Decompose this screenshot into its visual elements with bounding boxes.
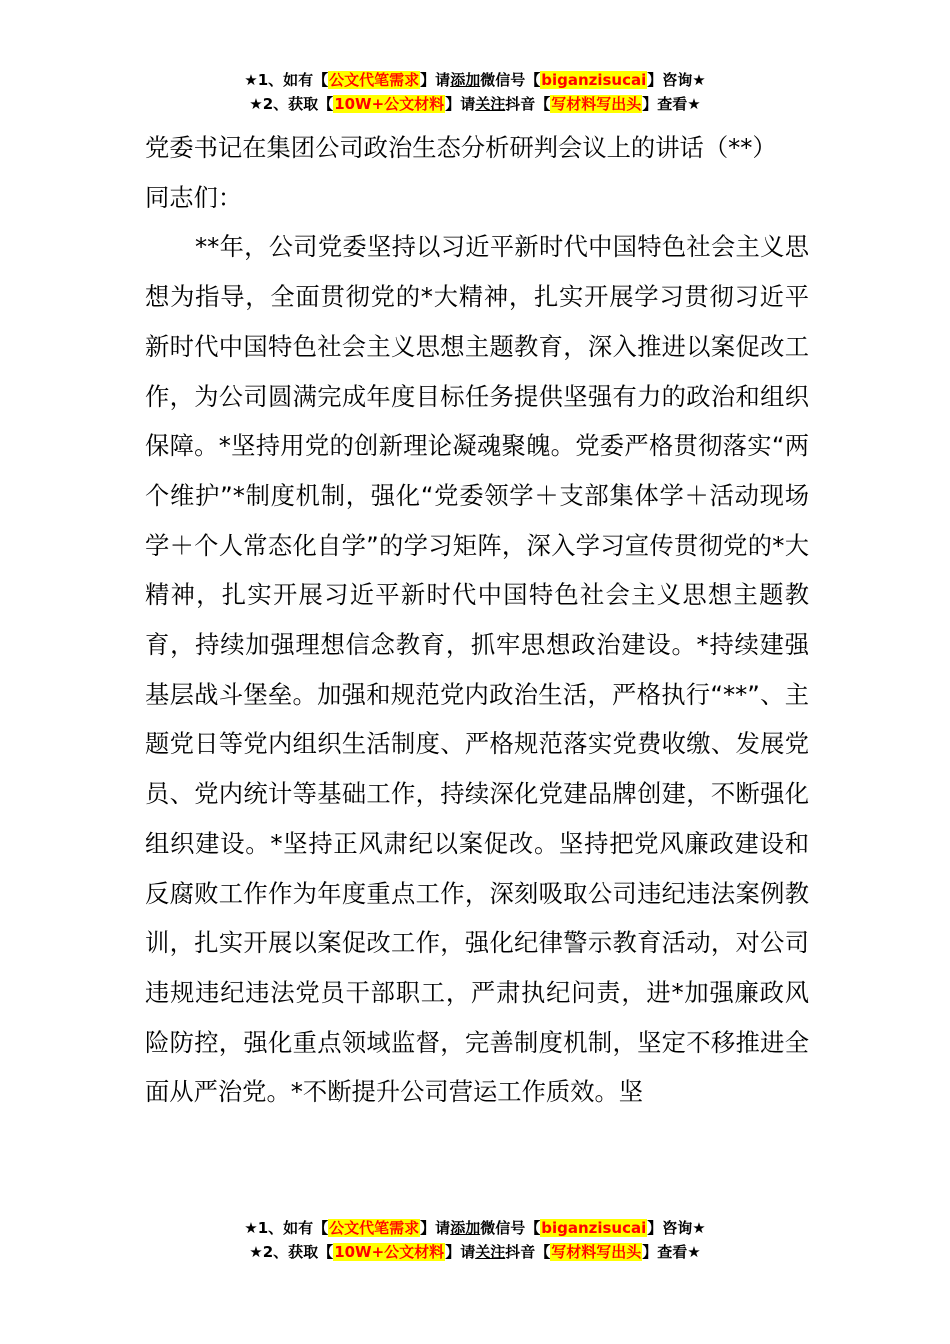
header-banner	[0, 68, 950, 116]
banner-text: ★2、获取【	[249, 95, 334, 113]
banner-line-2	[0, 92, 950, 116]
banner-text: 】请	[420, 1219, 451, 1237]
salutation: 同志们：	[145, 182, 243, 212]
banner-text: 】查看★	[642, 1243, 701, 1261]
document-content	[145, 123, 809, 1117]
highlight-materials: 10W+公文材料	[334, 1243, 445, 1261]
banner-text: ★1、如有【	[244, 1219, 329, 1237]
highlight-wechat-id: biganzisucai	[541, 71, 647, 89]
document-title: 党委书记在集团公司政治生态分析研判会议上的讲话（**）	[145, 133, 777, 162]
banner-text: 】咨询★	[647, 71, 706, 89]
banner-text: 抖音【	[505, 1243, 551, 1261]
banner-line-2	[0, 1240, 950, 1264]
banner-underlined-text: 添加	[450, 71, 481, 89]
highlight-wechat-id: biganzisucai	[541, 1219, 647, 1237]
banner-underlined-text: 关注	[475, 95, 506, 113]
highlight-ghostwriting: 公文代笔需求	[329, 71, 420, 89]
highlight-materials: 10W+公文材料	[334, 95, 445, 113]
banner-text: 】请	[420, 71, 451, 89]
banner-line-1	[0, 1216, 950, 1240]
body-paragraph: **年，公司党委坚持以习近平新时代中国特色社会主义思想为指导，全面贯彻党的*大精神，扎实开展学习贯彻习近平新时代中国特色社会主义思想主题教育，深入推进以案促改工作，为公司圆满完成年度目标任务提供坚强有力的政治和组织保障。*坚持用党的创新理论凝魂聚魄。党委严格贯彻落实“两个维护”*制度机制，强化“党委领学＋支部集体学＋活动现场学＋个人常态化自学”的学习矩阵，深入学习宣传贯彻党的*大精神，扎实开展习近平新时代中国特色社会主义思想主题教育，持续加强理想信念教育，抓牢思想政治建设。*持续建强基层战斗堡垒。加强和规范党内政治生活，严格执行“**”、主题党日等党内组织生活制度、严格规范落实党费收缴、发展党员、党内统计等基础工作，持续深化党建品牌创建，不断强化组织建设。*坚持正风肃纪以案促改。坚持把党风廉政建设和反腐败工作作为年度重点工作，深刻吸取公司违纪违法案例教训，扎实开展以案促改工作，强化纪律警示教育活动，对公司违规违纪违法党员干部职工，严肃执纪问责，进*加强廉政风险防控，强化重点领域监督，完善制度机制，坚定不移推进全面从严治党。*不断提升公司营运工作质效。坚	[145, 232, 809, 1107]
highlight-ghostwriting: 公文代笔需求	[329, 1219, 420, 1237]
banner-text: ★1、如有【	[244, 71, 329, 89]
banner-text: 微信号【	[480, 71, 541, 89]
banner-text: 】咨询★	[647, 1219, 706, 1237]
banner-underlined-text: 添加	[450, 1219, 481, 1237]
footer-banner	[0, 1216, 950, 1264]
banner-underlined-text: 关注	[475, 1243, 506, 1261]
highlight-douyin: 写材料写出头	[551, 1243, 642, 1261]
banner-text: 微信号【	[480, 1219, 541, 1237]
banner-text: ★2、获取【	[249, 1243, 334, 1261]
banner-text: 】请	[445, 1243, 476, 1261]
banner-text: 】查看★	[642, 95, 701, 113]
banner-line-1	[0, 68, 950, 92]
highlight-douyin: 写材料写出头	[551, 95, 642, 113]
banner-text: 】请	[445, 95, 476, 113]
banner-text: 抖音【	[505, 95, 551, 113]
